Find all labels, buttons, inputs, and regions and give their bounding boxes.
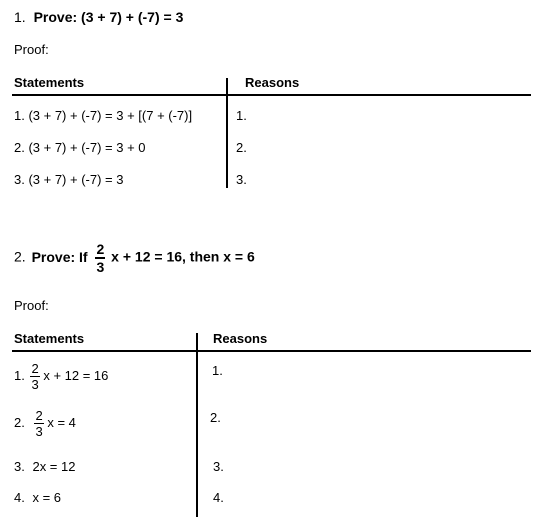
problem-2-statement-2 xyxy=(14,409,76,438)
problem-2-statement-1-text: x + 12 = 16 xyxy=(43,367,109,383)
problem-2-statements-header: Statements xyxy=(14,331,85,346)
problem-2-reason-3: 3. xyxy=(213,459,224,474)
problem-2-number: 2. xyxy=(14,248,26,265)
problem-2-statement-1 xyxy=(14,362,108,391)
problem-2-reasons-header: Reasons xyxy=(213,331,268,346)
problem-1-reason-1: 1. xyxy=(236,108,247,123)
problem-1-proof-label: Proof: xyxy=(14,42,49,57)
problem-2-fraction-numerator: 2 xyxy=(96,241,105,257)
problem-1-statements-header: Statements xyxy=(14,75,85,90)
problem-1-prove-text: Prove: (3 + 7) + (-7) = 3 xyxy=(33,9,184,25)
problem-1-reason-2: 2. xyxy=(236,140,247,155)
problem-2-prove-prefix: Prove: If xyxy=(31,248,88,265)
problem-2-fraction-denominator: 3 xyxy=(96,259,105,275)
problem-2-statement-1-denominator: 3 xyxy=(31,377,39,392)
problem-2-statement-2-text: x = 4 xyxy=(47,414,76,430)
problem-2-statement-2-denominator: 3 xyxy=(35,424,43,439)
problem-2-statement-1-number: 1. xyxy=(14,367,25,383)
problem-2-statement-4 xyxy=(14,490,61,505)
problem-2-statement-1-numerator: 2 xyxy=(31,361,39,376)
problem-1-statement-2: 2. (3 + 7) + (-7) = 3 + 0 xyxy=(14,140,146,155)
problem-2-reason-2: 2. xyxy=(210,410,221,425)
problem-2-statement-2-number: 2. xyxy=(14,414,25,430)
problem-2-statement-3-number: 3. xyxy=(14,459,25,474)
problem-2-statement-1-fraction xyxy=(30,362,39,391)
problem-2-statement-2-numerator: 2 xyxy=(35,408,43,423)
problem-2-statement-3-text: 2x = 12 xyxy=(32,459,76,474)
problem-1-title xyxy=(14,9,183,25)
problem-2-statement-3 xyxy=(14,459,75,474)
problem-2-statement-2-fraction xyxy=(34,409,43,438)
problem-2-statement-4-text: x = 6 xyxy=(32,490,62,505)
problem-1-column-divider xyxy=(226,78,228,188)
problem-2-reason-1: 1. xyxy=(212,363,223,378)
problem-2-reason-4: 4. xyxy=(213,490,224,505)
problem-1-statement-1: 1. (3 + 7) + (-7) = 3 + [(7 + (-7)] xyxy=(14,108,193,123)
problem-2-header-rule xyxy=(12,350,531,352)
problem-1-reasons-header: Reasons xyxy=(245,75,300,90)
problem-1-header-rule xyxy=(12,94,531,96)
problem-2-statement-4-number: 4. xyxy=(14,490,25,505)
problem-1-reason-3: 3. xyxy=(236,172,247,187)
problem-2-prove-suffix: x + 12 = 16, then x = 6 xyxy=(111,248,255,265)
problem-2-column-divider xyxy=(196,333,198,517)
problem-2-fraction xyxy=(95,242,105,274)
problem-2-proof-label: Proof: xyxy=(14,298,49,313)
problem-1-statement-3: 3. (3 + 7) + (-7) = 3 xyxy=(14,172,124,187)
problem-2-title xyxy=(14,242,255,274)
problem-1-number: 1. xyxy=(14,9,26,25)
